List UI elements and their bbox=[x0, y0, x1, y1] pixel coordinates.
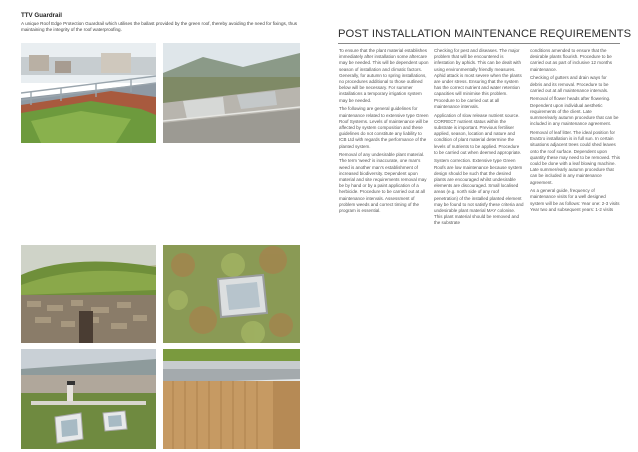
paragraph: Checking for pest and diseases. The major problem that will be encountered is infestation by aphids. This can be dealt with using environmentally friendly measures. Aphid attack is most severe when the plants are under stress. Ensuring that the system has the correct nutrient and water retention capacities will minimise this problem. Procedure to be carried out at all maintenance intervals. bbox=[434, 48, 522, 109]
guardrail-roof-photo bbox=[21, 43, 156, 143]
green-roof-rooflights-photo bbox=[21, 349, 156, 449]
paragraph: As a general guide, frequency of maintenance visits for a well designed system will be as follows: Year one: 2-3 visits Year two and subsequent years: 1-2 visits bbox=[530, 188, 620, 212]
timber-building-roof-edge-photo bbox=[163, 349, 300, 449]
paragraph: conditions amended to ensure that the desirable plants flourish. Procedure to be carried out as part of inclusive 12 months maintenance. bbox=[530, 48, 613, 72]
turf-roof-building-photo bbox=[21, 245, 156, 343]
paragraph: System correction. Extensive type Green Roofs are low maintenance because system design should be such that the desired plants are encouraged whilst undesirable elements are discouraged. Small localised areas (e.g. north side of any roof penetration) of the installed planted element may be found to not satisfy these criteria and undesirable plant material MAY colonise. This plant material should be removed and the substrate bbox=[434, 158, 524, 226]
photo-caption-text: A unique Roof Edge Protection Guardrail which utilises the ballast provided by the green roof, thereby avoiding the need for fixings, thus maintaining the integrity of the roof waterproofing. bbox=[21, 21, 298, 33]
text-column-1 bbox=[339, 48, 429, 217]
rooflight-roof-photo bbox=[163, 43, 300, 143]
paragraph: Checking of gutters and drain ways for debris and its removal. Procedure to be carried out at all maintenance intervals. bbox=[530, 75, 609, 93]
sedum-roof-rooflight-photo bbox=[163, 245, 300, 343]
paragraph: Removal of leaf litter. The ideal position for EvaGro installation is in full sun. In certain situations adjacent trees could shed leaves onto the roof surface. Dependent upon quantity these may need to be removed. This could be done with a leaf blowing machine. Late summer/early autumn procedure that can be included in any maintenance agreement. bbox=[530, 129, 620, 185]
paragraph: The following are general guidelines for maintenance related to extensive type Green Roof Systems. Levels of maintenance will be affected by system composition and these guidelines do not constitute any liability to ICB Ltd with regards the performance of the planted system. bbox=[339, 106, 429, 149]
photo-caption-title: TTV Guardrail bbox=[21, 12, 62, 19]
page-title: POST INSTALLATION MAINTENANCE REQUIREMENTS bbox=[338, 28, 620, 44]
paragraph: Removal of any undesirable plant material. The term 'weed' is inaccurate, one man's weed is another man's establishment of increased biodiversity. Dependent upon material and site requirements removal may be by hand or by a paint application of a herbicide. Procedure to be carried out at all maintenance intervals. Assessment of problem weeds and correct timing of the program is essential. bbox=[339, 152, 427, 214]
paragraph: To ensure that the plant material establishes immediately after installation some aftercare may be needed. This will be dependent upon season of installation and climatic factors. Generally, for autumn to spring installations, no procedures additional to those outlined below will be necessary. For summer installations a temporary irrigation system may be needed. bbox=[339, 48, 429, 103]
text-column-3 bbox=[530, 48, 620, 216]
paragraph: Application of slow release nutrient source. CORRECT nutrient status within the substrate is important. Previous fertiliser applied, season, location and nature and condition of plant material determine the levels of nutrients to be applied. Procedure to be carried out when deemed appropriate. bbox=[434, 112, 522, 155]
paragraph: Removal of flower heads after flowering. Dependent upon individual aesthetic requirements of the client. Late summer/early autumn procedure that can be included in any maintenance agreement. bbox=[530, 96, 619, 127]
text-column-2 bbox=[434, 48, 524, 229]
